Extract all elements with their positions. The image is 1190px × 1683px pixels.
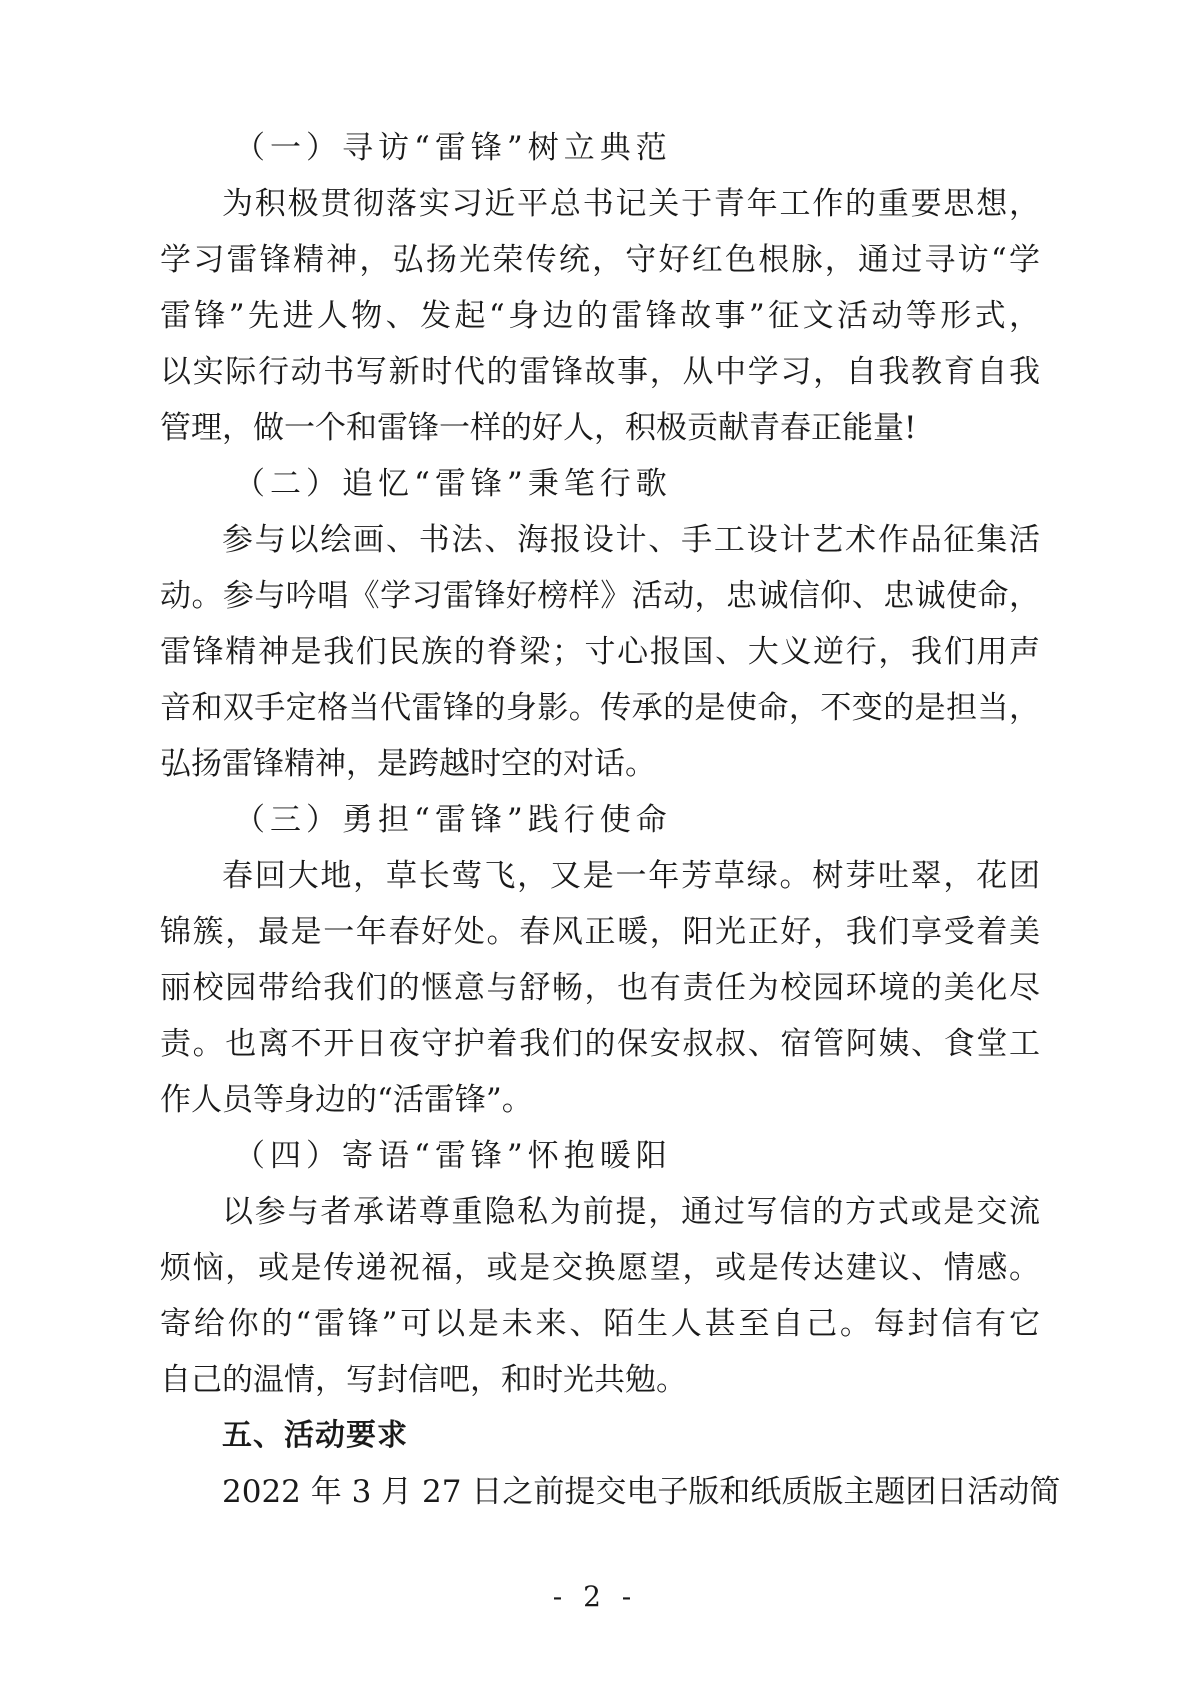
paragraph-line: 2022 年 3 月 27 日之前提交电子版和纸质版主题团日活动简	[222, 1474, 1061, 1510]
paragraph-line: 丽校园带给我们的惬意与舒畅，也有责任为校园环境的美化尽	[160, 970, 1040, 1006]
paragraph-line: 锦簇，最是一年春好处。春风正暖，阳光正好，我们享受着美	[160, 914, 1040, 950]
section-heading: （四）寄语“雷锋”怀抱暖阳	[234, 1138, 672, 1174]
paragraph-line: 烦恼，或是传递祝福，或是交换愿望，或是传达建议、情感。	[160, 1250, 1040, 1286]
paragraph-line: 弘扬雷锋精神，是跨越时空的对话。	[160, 746, 656, 782]
paragraph-line: 为积极贯彻落实习近平总书记关于青年工作的重要思想，	[222, 186, 1040, 222]
paragraph-line: 雷锋”先进人物、发起“身边的雷锋故事”征文活动等形式，	[160, 298, 1040, 334]
section-heading: （一）寻访“雷锋”树立典范	[234, 130, 672, 166]
paragraph-line: 动。参与吟唱《学习雷锋好榜样》活动，忠诚信仰、忠诚使命，	[160, 578, 1040, 614]
paragraph-line: 学习雷锋精神，弘扬光荣传统，守好红色根脉，通过寻访“学	[160, 242, 1040, 278]
paragraph-line: 音和双手定格当代雷锋的身影。传承的是使命，不变的是担当，	[160, 690, 1040, 726]
paragraph-line: 作人员等身边的“活雷锋”。	[160, 1082, 533, 1118]
paragraph-line: 以实际行动书写新时代的雷锋故事，从中学习，自我教育自我	[160, 354, 1040, 390]
paragraph-line: 春回大地，草长莺飞，又是一年芳草绿。树芽吐翠，花团	[222, 858, 1040, 894]
paragraph-line: 责。也离不开日夜守护着我们的保安叔叔、宿管阿姨、食堂工	[160, 1026, 1040, 1062]
page-number: - 2 -	[552, 1580, 638, 1613]
paragraph-line: 雷锋精神是我们民族的脊梁；寸心报国、大义逆行，我们用声	[160, 634, 1040, 670]
paragraph-line: 参与以绘画、书法、海报设计、手工设计艺术作品征集活	[222, 522, 1040, 558]
paragraph-line: 以参与者承诺尊重隐私为前提，通过写信的方式或是交流	[222, 1194, 1040, 1230]
document-body	[160, 120, 1061, 1520]
paragraph-line: 自己的温情，写封信吧，和时光共勉。	[160, 1362, 687, 1398]
section-heading: （三）勇担“雷锋”践行使命	[234, 802, 672, 838]
paragraph-line: 管理，做一个和雷锋一样的好人，积极贡献青春正能量!	[160, 410, 917, 446]
section-heading-bold: 五、活动要求	[222, 1418, 408, 1453]
section-heading: （二）追忆“雷锋”秉笔行歌	[234, 466, 672, 502]
paragraph-line: 寄给你的“雷锋”可以是未来、陌生人甚至自己。每封信有它	[160, 1306, 1040, 1342]
